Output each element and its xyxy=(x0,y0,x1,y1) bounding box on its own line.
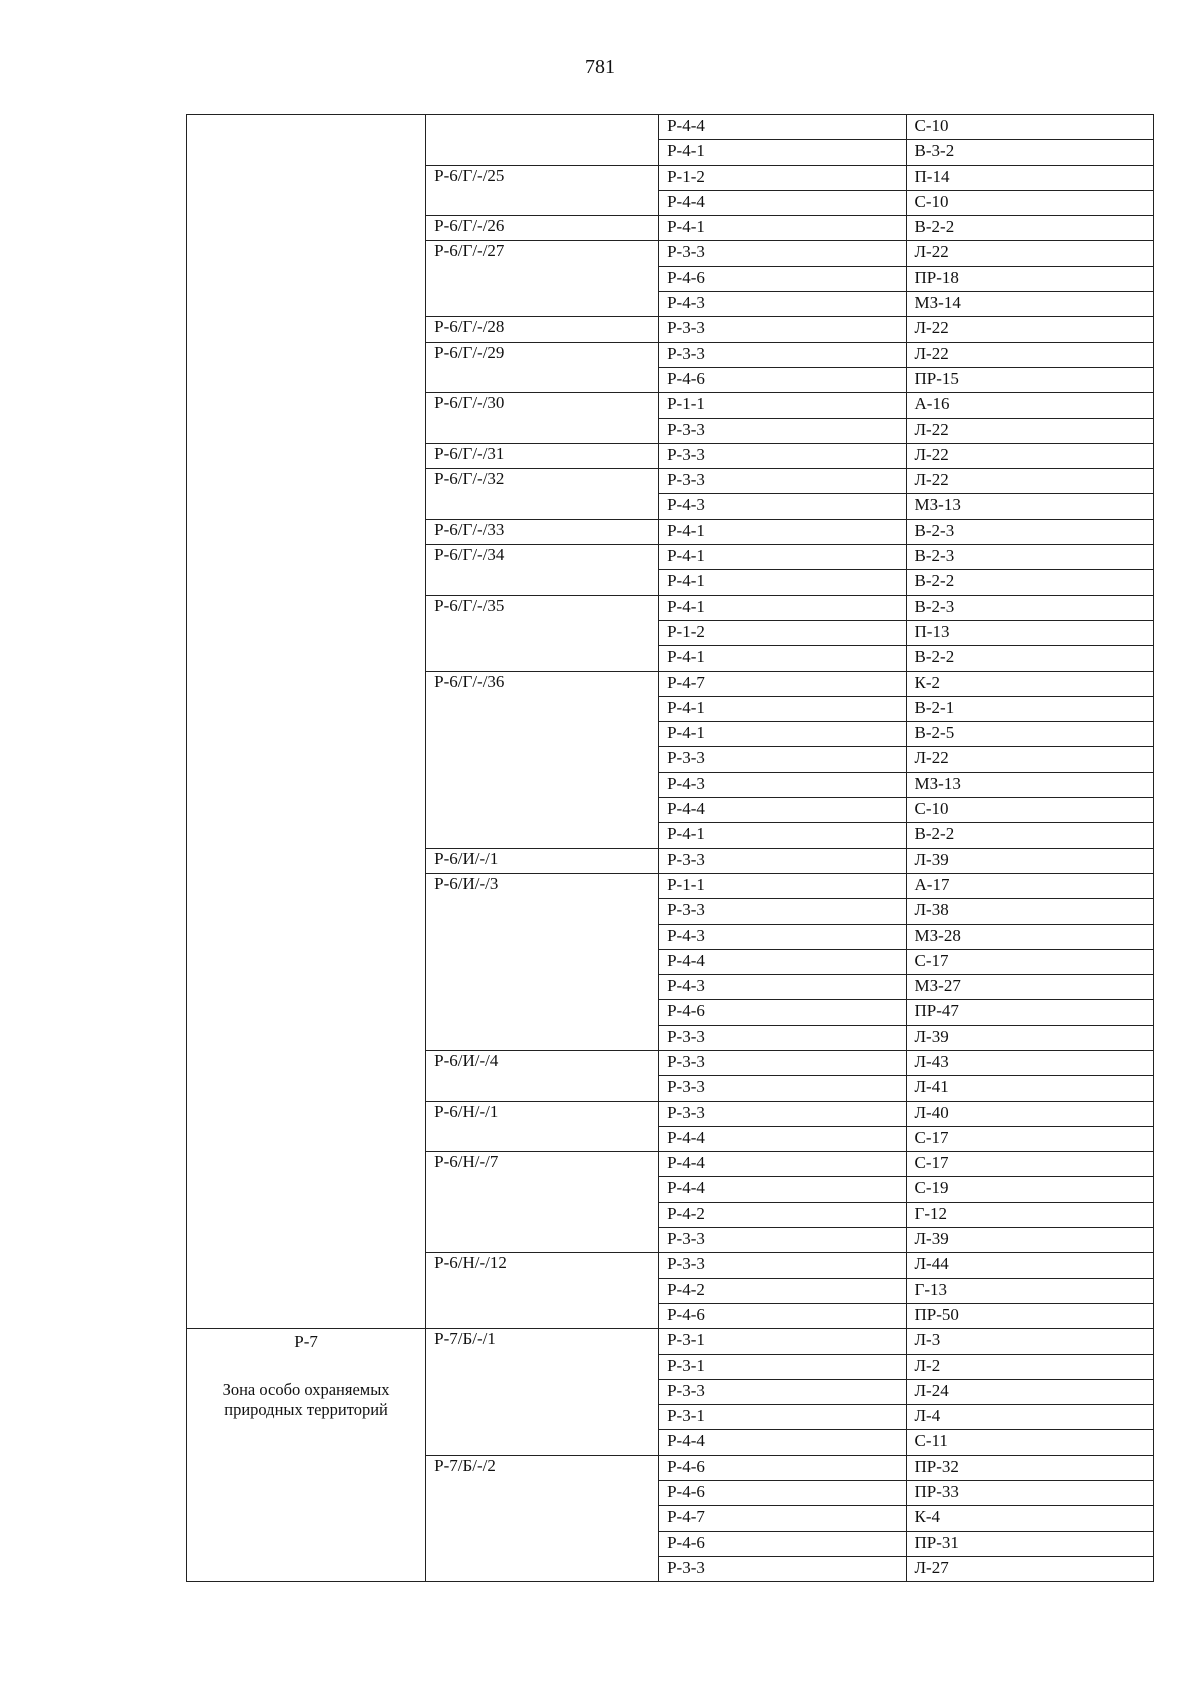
subzone-code-cell: Р-6/Г/-/31 xyxy=(426,443,659,468)
object-code-cell: С-10 xyxy=(906,115,1153,140)
object-code-cell: Л-3 xyxy=(906,1329,1153,1354)
zone-name: Зона особо охраняемых природных территорий xyxy=(222,1380,390,1420)
category-code-cell: Р-4-6 xyxy=(659,266,906,291)
category-code-cell: Р-4-4 xyxy=(659,798,906,823)
object-code-cell: МЗ-14 xyxy=(906,292,1153,317)
category-code-cell: Р-3-1 xyxy=(659,1329,906,1354)
object-code-cell: С-17 xyxy=(906,1152,1153,1177)
category-code-cell: Р-4-3 xyxy=(659,494,906,519)
category-code-cell: Р-4-4 xyxy=(659,949,906,974)
object-code-cell: С-17 xyxy=(906,1126,1153,1151)
subzone-code-cell: Р-6/Г/-/28 xyxy=(426,317,659,342)
table-row xyxy=(187,1329,1154,1354)
category-code-cell: Р-4-4 xyxy=(659,1177,906,1202)
object-code-cell: Л-22 xyxy=(906,241,1153,266)
category-code-cell: Р-4-1 xyxy=(659,519,906,544)
category-code-cell: Р-4-1 xyxy=(659,140,906,165)
object-code-cell: МЗ-13 xyxy=(906,494,1153,519)
object-code-cell: В-2-3 xyxy=(906,545,1153,570)
category-code-cell: Р-3-1 xyxy=(659,1354,906,1379)
category-code-cell: Р-3-3 xyxy=(659,848,906,873)
category-code-cell: Р-4-6 xyxy=(659,1303,906,1328)
subzone-code-cell xyxy=(426,115,659,166)
object-code-cell: С-10 xyxy=(906,190,1153,215)
category-code-cell: Р-4-4 xyxy=(659,190,906,215)
object-code-cell: Л-44 xyxy=(906,1253,1153,1278)
subzone-code-cell: Р-6/И/-/4 xyxy=(426,1050,659,1101)
object-code-cell: ПР-33 xyxy=(906,1481,1153,1506)
category-code-cell: Р-3-3 xyxy=(659,1076,906,1101)
object-code-cell: Л-39 xyxy=(906,848,1153,873)
object-code-cell: МЗ-27 xyxy=(906,975,1153,1000)
category-code-cell: Р-4-3 xyxy=(659,924,906,949)
object-code-cell: В-2-3 xyxy=(906,595,1153,620)
category-code-cell: Р-3-3 xyxy=(659,342,906,367)
subzone-code-cell: Р-6/Г/-/26 xyxy=(426,216,659,241)
category-code-cell: Р-3-3 xyxy=(659,1379,906,1404)
object-code-cell: П-13 xyxy=(906,620,1153,645)
subzone-code-cell: Р-6/Г/-/36 xyxy=(426,671,659,848)
zone-cell xyxy=(187,1329,426,1582)
category-code-cell: Р-4-1 xyxy=(659,823,906,848)
subzone-code-cell: Р-6/Н/-/7 xyxy=(426,1152,659,1253)
subzone-code-cell: Р-6/Г/-/35 xyxy=(426,595,659,671)
object-code-cell: Л-27 xyxy=(906,1556,1153,1581)
object-code-cell: С-17 xyxy=(906,949,1153,974)
object-code-cell: Л-39 xyxy=(906,1228,1153,1253)
object-code-cell: Л-4 xyxy=(906,1405,1153,1430)
subzone-code-cell: Р-6/Г/-/33 xyxy=(426,519,659,544)
category-code-cell: Р-1-2 xyxy=(659,620,906,645)
category-code-cell: Р-4-3 xyxy=(659,772,906,797)
category-code-cell: Р-4-1 xyxy=(659,545,906,570)
object-code-cell: С-19 xyxy=(906,1177,1153,1202)
page-number: 781 xyxy=(585,56,615,78)
zoning-table xyxy=(186,114,1154,1582)
category-code-cell: Р-4-6 xyxy=(659,1531,906,1556)
object-code-cell: В-2-2 xyxy=(906,570,1153,595)
category-code-cell: Р-3-3 xyxy=(659,1228,906,1253)
object-code-cell: Л-40 xyxy=(906,1101,1153,1126)
object-code-cell: В-2-2 xyxy=(906,216,1153,241)
category-code-cell: Р-4-7 xyxy=(659,1506,906,1531)
category-code-cell: Р-3-3 xyxy=(659,747,906,772)
category-code-cell: Р-4-6 xyxy=(659,1000,906,1025)
category-code-cell: Р-4-6 xyxy=(659,1481,906,1506)
object-code-cell: МЗ-28 xyxy=(906,924,1153,949)
object-code-cell: В-2-5 xyxy=(906,722,1153,747)
subzone-code-cell: Р-6/Г/-/27 xyxy=(426,241,659,317)
category-code-cell: Р-3-3 xyxy=(659,241,906,266)
object-code-cell: Л-22 xyxy=(906,317,1153,342)
category-code-cell: Р-4-2 xyxy=(659,1278,906,1303)
object-code-cell: В-2-1 xyxy=(906,696,1153,721)
category-code-cell: Р-3-3 xyxy=(659,1101,906,1126)
object-code-cell: Л-22 xyxy=(906,342,1153,367)
object-code-cell: МЗ-13 xyxy=(906,772,1153,797)
subzone-code-cell: Р-6/И/-/1 xyxy=(426,848,659,873)
object-code-cell: ПР-18 xyxy=(906,266,1153,291)
category-code-cell: Р-4-1 xyxy=(659,216,906,241)
category-code-cell: Р-3-3 xyxy=(659,317,906,342)
subzone-code-cell: Р-6/Н/-/12 xyxy=(426,1253,659,1329)
object-code-cell: К-4 xyxy=(906,1506,1153,1531)
category-code-cell: Р-3-1 xyxy=(659,1405,906,1430)
category-code-cell: Р-4-1 xyxy=(659,646,906,671)
object-code-cell: В-2-2 xyxy=(906,823,1153,848)
zone-cell xyxy=(187,115,426,1329)
subzone-code-cell: Р-6/Н/-/1 xyxy=(426,1101,659,1152)
category-code-cell: Р-3-3 xyxy=(659,899,906,924)
subzone-code-cell: Р-7/Б/-/2 xyxy=(426,1455,659,1581)
category-code-cell: Р-3-3 xyxy=(659,1253,906,1278)
category-code-cell: Р-4-4 xyxy=(659,1152,906,1177)
category-code-cell: Р-3-3 xyxy=(659,1025,906,1050)
object-code-cell: А-16 xyxy=(906,393,1153,418)
object-code-cell: ПР-47 xyxy=(906,1000,1153,1025)
category-code-cell: Р-4-7 xyxy=(659,671,906,696)
category-code-cell: Р-4-3 xyxy=(659,975,906,1000)
object-code-cell: С-10 xyxy=(906,798,1153,823)
category-code-cell: Р-3-3 xyxy=(659,1556,906,1581)
category-code-cell: Р-1-2 xyxy=(659,165,906,190)
category-code-cell: Р-3-3 xyxy=(659,418,906,443)
object-code-cell: Л-22 xyxy=(906,443,1153,468)
object-code-cell: Л-38 xyxy=(906,899,1153,924)
category-code-cell: Р-4-6 xyxy=(659,1455,906,1480)
zone-code: Р-7 xyxy=(294,1332,318,1352)
category-code-cell: Р-4-4 xyxy=(659,1430,906,1455)
category-code-cell: Р-1-1 xyxy=(659,873,906,898)
object-code-cell: А-17 xyxy=(906,873,1153,898)
object-code-cell: Л-2 xyxy=(906,1354,1153,1379)
object-code-cell: В-2-3 xyxy=(906,519,1153,544)
category-code-cell: Р-4-6 xyxy=(659,367,906,392)
object-code-cell: Г-12 xyxy=(906,1202,1153,1227)
object-code-cell: В-2-2 xyxy=(906,646,1153,671)
category-code-cell: Р-4-1 xyxy=(659,595,906,620)
category-code-cell: Р-3-3 xyxy=(659,443,906,468)
category-code-cell: Р-4-4 xyxy=(659,115,906,140)
object-code-cell: Л-24 xyxy=(906,1379,1153,1404)
subzone-code-cell: Р-7/Б/-/1 xyxy=(426,1329,659,1455)
object-code-cell: Л-22 xyxy=(906,747,1153,772)
subzone-code-cell: Р-6/Г/-/34 xyxy=(426,545,659,596)
object-code-cell: Л-39 xyxy=(906,1025,1153,1050)
subzone-code-cell: Р-6/Г/-/29 xyxy=(426,342,659,393)
object-code-cell: Л-22 xyxy=(906,418,1153,443)
object-code-cell: Л-43 xyxy=(906,1050,1153,1075)
category-code-cell: Р-4-2 xyxy=(659,1202,906,1227)
table-row xyxy=(187,115,1154,140)
category-code-cell: Р-1-1 xyxy=(659,393,906,418)
category-code-cell: Р-4-1 xyxy=(659,722,906,747)
category-code-cell: Р-4-1 xyxy=(659,696,906,721)
object-code-cell: ПР-32 xyxy=(906,1455,1153,1480)
subzone-code-cell: Р-6/Г/-/32 xyxy=(426,469,659,520)
category-code-cell: Р-4-3 xyxy=(659,292,906,317)
category-code-cell: Р-4-4 xyxy=(659,1126,906,1151)
object-code-cell: К-2 xyxy=(906,671,1153,696)
object-code-cell: ПР-15 xyxy=(906,367,1153,392)
subzone-code-cell: Р-6/Г/-/25 xyxy=(426,165,659,216)
object-code-cell: Л-41 xyxy=(906,1076,1153,1101)
object-code-cell: С-11 xyxy=(906,1430,1153,1455)
subzone-code-cell: Р-6/Г/-/30 xyxy=(426,393,659,444)
category-code-cell: Р-3-3 xyxy=(659,469,906,494)
category-code-cell: Р-4-1 xyxy=(659,570,906,595)
object-code-cell: ПР-31 xyxy=(906,1531,1153,1556)
object-code-cell: Л-22 xyxy=(906,469,1153,494)
category-code-cell: Р-3-3 xyxy=(659,1050,906,1075)
object-code-cell: П-14 xyxy=(906,165,1153,190)
zoning-table-body xyxy=(187,115,1154,1582)
object-code-cell: В-3-2 xyxy=(906,140,1153,165)
subzone-code-cell: Р-6/И/-/3 xyxy=(426,873,659,1050)
object-code-cell: ПР-50 xyxy=(906,1303,1153,1328)
object-code-cell: Г-13 xyxy=(906,1278,1153,1303)
